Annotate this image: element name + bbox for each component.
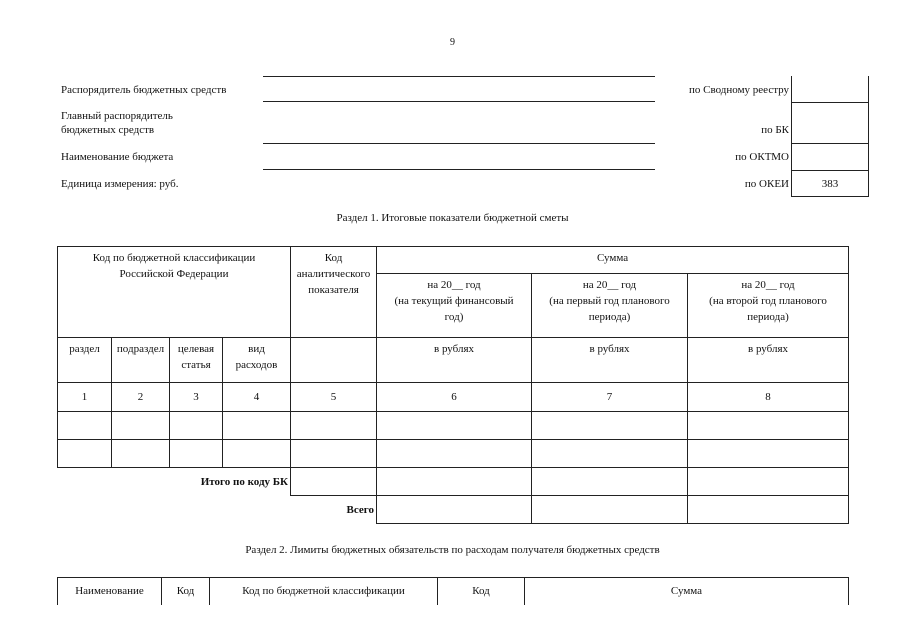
data-cell[interactable] [112, 440, 170, 468]
data-cell[interactable] [223, 440, 291, 468]
total-all-current[interactable] [377, 496, 532, 524]
total-all-label: Всего [58, 496, 377, 524]
section2-title: Раздел 2. Лимиты бюджетных обязательств по расходам получателя бюджетных средств [245, 544, 660, 556]
header-year-current [377, 274, 532, 338]
celevaya-line1: целевая [177, 343, 215, 355]
field-label-rasporyaditel: Распорядитель бюджетных средств [61, 84, 227, 96]
s2-header-code2: Код [438, 578, 525, 605]
okei-code-value: 383 [821, 178, 839, 190]
data-cell[interactable] [170, 440, 223, 468]
code-label-okei: по ОКЕИ [744, 178, 789, 190]
col-number: 7 [532, 383, 688, 412]
subheader-analytic-empty [291, 338, 377, 383]
header-analytic-line3: показателя [308, 284, 359, 296]
col-number: 5 [291, 383, 377, 412]
celevaya-line2: статья [181, 359, 211, 371]
section1-table [57, 246, 849, 524]
total-bk-analytic[interactable] [291, 468, 377, 496]
section2-table [57, 577, 849, 605]
data-cell[interactable] [58, 440, 112, 468]
subheader-razdel: раздел [58, 338, 112, 383]
year-first-line3: периода) [588, 311, 631, 323]
total-bk-label: Итого по коду БК [58, 468, 291, 496]
col-number: 4 [223, 383, 291, 412]
page-number: 9 [450, 37, 455, 48]
unit-first: в рублях [532, 338, 688, 383]
data-cell[interactable] [223, 412, 291, 440]
col-number: 3 [170, 383, 223, 412]
year-first-line1: на 20__ год [582, 279, 637, 291]
year-second-line2: (на второй год планового [709, 295, 827, 307]
code-label-svodny-reestr: по Сводному реестру [689, 84, 789, 96]
fill-line-glavny [263, 143, 655, 144]
subheader-celevaya [170, 338, 223, 383]
header-analytic-code-cell [291, 247, 377, 338]
unit-current: в рублях [377, 338, 532, 383]
field-label-unit: Единица измерения: руб. [61, 178, 179, 190]
data-cell[interactable] [688, 440, 849, 468]
year-second-line1: на 20__ год [741, 279, 795, 291]
data-cell[interactable] [58, 412, 112, 440]
top-line [263, 76, 655, 77]
code-label-oktmo: по ОКТМО [735, 151, 789, 163]
codes-box-divider-2 [791, 143, 869, 144]
codes-box-divider-3 [791, 170, 869, 171]
unit-second: в рублях [688, 338, 849, 383]
subheader-vid [223, 338, 291, 383]
data-cell[interactable] [291, 440, 377, 468]
year-current-line3: год) [444, 311, 464, 323]
col-number: 8 [688, 383, 849, 412]
year-current-line2: (на текущий финансовый [394, 295, 514, 307]
total-all-first[interactable] [532, 496, 688, 524]
total-bk-second[interactable] [688, 468, 849, 496]
col-number: 6 [377, 383, 532, 412]
data-cell[interactable] [377, 412, 532, 440]
codes-box-divider-1 [791, 102, 869, 103]
table-row [58, 412, 849, 440]
subheader-podrazdel: подраздел [112, 338, 170, 383]
fill-line-budget-name [263, 169, 655, 170]
header-bk-line2: Российской Федерации [119, 268, 229, 280]
header-year-first [532, 274, 688, 338]
data-cell[interactable] [532, 440, 688, 468]
year-second-line3: периода) [747, 311, 789, 323]
year-first-line2: (на первый год планового [549, 295, 670, 307]
header-bk-line1: Код по бюджетной классификации [92, 252, 256, 264]
header-bk-cell [58, 247, 291, 338]
code-label-bk: по БК [761, 124, 789, 136]
data-cell[interactable] [291, 412, 377, 440]
table-row [58, 440, 849, 468]
header-year-second [688, 274, 849, 338]
data-cell[interactable] [377, 440, 532, 468]
total-all-second[interactable] [688, 496, 849, 524]
codes-box-right-border [868, 76, 869, 196]
data-cell[interactable] [532, 412, 688, 440]
section1-title: Раздел 1. Итоговые показатели бюджетной сметы [336, 212, 569, 224]
data-cell[interactable] [112, 412, 170, 440]
vid-line2: расходов [235, 359, 278, 371]
s2-header-name: Наименование [58, 578, 162, 605]
data-cell[interactable] [688, 412, 849, 440]
col-number: 1 [58, 383, 112, 412]
header-sum: Сумма [377, 247, 849, 274]
total-bk-first[interactable] [532, 468, 688, 496]
total-bk-current[interactable] [377, 468, 532, 496]
fill-line-rasporyaditel [263, 101, 655, 102]
field-label-glavny-line2: бюджетных средств [61, 124, 155, 136]
s2-header-sum: Сумма [525, 578, 849, 605]
header-analytic-line1: Код [324, 252, 343, 264]
s2-header-bk: Код по бюджетной классификации [210, 578, 438, 605]
field-label-glavny-line1: Главный распорядитель [61, 110, 173, 122]
data-cell[interactable] [170, 412, 223, 440]
s2-header-code: Код [162, 578, 210, 605]
field-label-budget-name: Наименование бюджета [61, 151, 174, 163]
year-current-line1: на 20__ год [427, 279, 481, 291]
col-number: 2 [112, 383, 170, 412]
vid-line1: вид [248, 343, 265, 355]
codes-box-bottom [791, 196, 869, 197]
header-analytic-line2: аналитического [296, 268, 371, 280]
